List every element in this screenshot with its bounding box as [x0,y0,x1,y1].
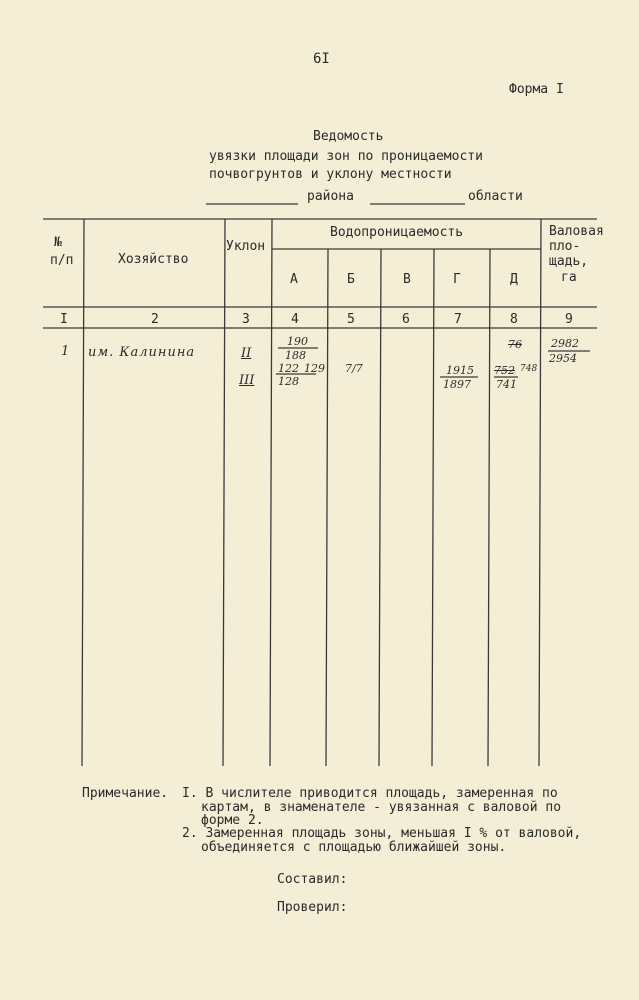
note-1-line2: картам, в знаменателе - увязанная с валовой по [201,800,562,815]
col-D-corrected: 748 [520,364,538,374]
col-divider-1 [82,219,84,766]
colnum-9: 9 [565,312,573,327]
document-title: Ведомость [313,129,384,144]
col-G-measured: 1915 [446,364,474,377]
document-subtitle-line1: увязки площади зон по проницаемости [209,149,483,164]
header-total-line1: Валовая [549,224,604,239]
slope-II: II [241,346,252,361]
notes-label: Примечание. [82,786,169,801]
col-D-measured: 752 [494,364,515,377]
note-2-line1: 2. Замеренная площадь зоны, меньшая I % от валовой, [182,826,582,841]
region-label: области [468,189,523,204]
note-2-line2: объединяется с площадью ближайшей зоны. [201,840,507,855]
form-label: Форма I [509,82,564,97]
colnum-6: 6 [402,312,410,327]
total-adjusted: 2954 [549,352,577,365]
header-total-line2: пло- [549,239,581,254]
colnum-3: 3 [242,312,250,327]
col-divider-8 [539,219,541,766]
col-A-adjusted-II: 188 [285,349,306,362]
district-label: района [307,189,354,204]
row-number: 1 [61,344,70,359]
col-D-adjusted: 741 [496,378,517,391]
colnum-5: 5 [347,312,355,327]
col-divider-3 [270,219,272,766]
header-total-line4: га [561,270,577,285]
header-class-D: Д [510,272,518,287]
colnum-8: 8 [510,312,518,327]
colnum-7: 7 [454,312,462,327]
slope-III: III [239,373,255,388]
col-A-corrected-III: 129 [304,362,325,375]
note-1-line3: форме 2. [201,813,264,828]
header-total-line3: щадь, [549,254,589,269]
colnum-4: 4 [291,312,299,327]
farm-name: им. Калинина [88,345,196,360]
colnum-1: I [60,312,68,327]
header-slope: Уклон [226,239,266,254]
header-class-V: В [403,272,411,287]
col-D-struck: 76 [508,338,522,351]
col-divider-6 [432,249,434,766]
compiled-by-label: Составил: [277,872,348,887]
colnum-2: 2 [151,312,159,327]
col-A-measured-II: 190 [287,335,308,348]
col-divider-5 [379,249,381,766]
col-divider-2 [223,219,225,766]
header-farm: Хозяйство [118,252,189,267]
col-A-adjusted-III: 128 [278,375,299,388]
page-number: 6I [313,51,330,67]
col-divider-7 [488,249,490,766]
col-divider-4 [326,249,328,766]
header-permeability: Водопроницаемость [330,225,464,240]
header-num-label: п/п [50,253,74,268]
note-1-line1: I. В числителе приводится площадь, замеренная по [182,786,558,801]
document-subtitle-line2: почвогрунтов и уклону местности [209,167,452,182]
header-class-G: Г [453,272,461,287]
col-G-adjusted: 1897 [443,378,471,391]
total-measured: 2982 [551,337,579,350]
header-num-symbol: № [54,235,62,250]
col-B-value: 7/7 [345,362,363,375]
header-class-A: А [290,272,298,287]
header-class-B: Б [347,272,355,287]
checked-by-label: Проверил: [277,900,348,915]
col-A-measured-III: 122 [278,362,299,375]
